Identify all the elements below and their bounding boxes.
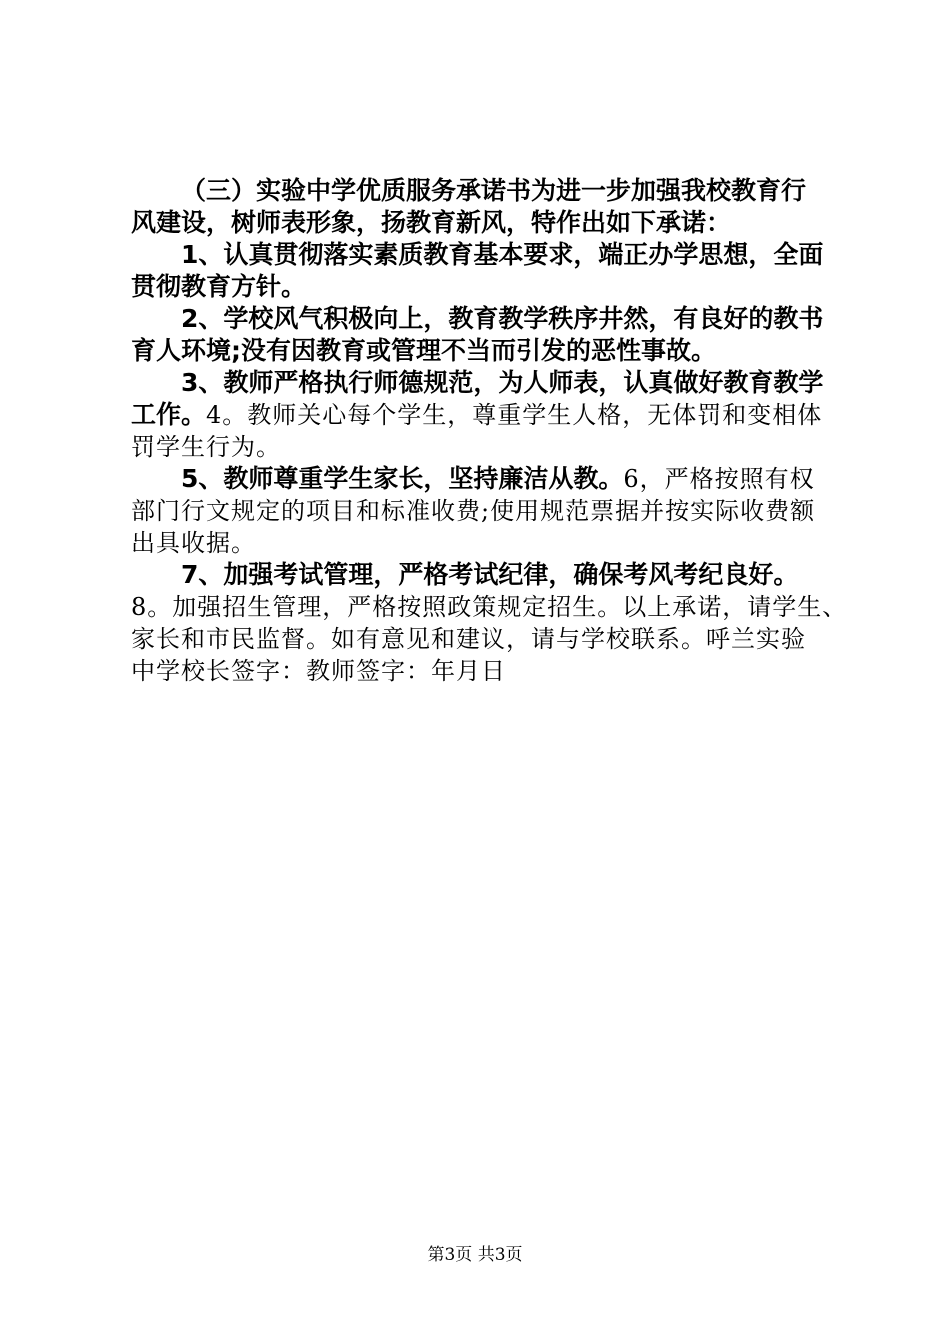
paragraph-line: 3、教师严格执行师德规范，为人师表，认真做好教育教学 <box>181 368 824 397</box>
line-segment: 工作。 <box>131 400 207 429</box>
page-number-footer: 第3页 共3页 <box>427 1245 523 1265</box>
line-segment: 6，严格按照有权 <box>623 465 815 493</box>
line-segment: 4。教师关心每个学生，尊重学生人格，无体罚和变相体 <box>206 401 823 429</box>
paragraph-line: 部门行文规定的项目和标准收费;使用规范票据并按实际收费额 <box>131 497 816 525</box>
paragraph-line: 中学校长签字：教师签字：年月日 <box>131 657 506 685</box>
document-body <box>131 175 851 687</box>
paragraph-line <box>131 463 851 495</box>
paragraph-line: 罚学生行为。 <box>131 433 281 461</box>
paragraph-line: 出具收据。 <box>131 529 256 557</box>
paragraph-line <box>131 399 851 431</box>
paragraph-line: 7、加强考试管理，严格考试纪律，确保考风考纪良好。 <box>181 560 799 589</box>
paragraph-line: 2、学校风气积极向上，教育教学秩序井然，有良好的教书 <box>181 304 824 333</box>
paragraph-line: 育人环境;没有因教育或管理不当而引发的恶性事故。 <box>131 336 716 365</box>
paragraph-line: 风建设，树师表形象，扬教育新风，特作出如下承诺： <box>131 208 732 237</box>
paragraph-line: 1、认真贯彻落实素质教育基本要求，端正办学思想，全面 <box>181 240 824 269</box>
line-segment: 5、教师尊重学生家长，坚持廉洁从教。 <box>181 464 624 493</box>
paragraph-line: 家长和市民监督。如有意见和建议，请与学校联系。呼兰实验 <box>131 625 806 653</box>
paragraph-line: （三）实验中学优质服务承诺书为进一步加强我校教育行 <box>181 176 807 205</box>
paragraph-line: 8。加强招生管理，严格按照政策规定招生。以上承诺，请学生、 <box>131 593 848 621</box>
paragraph-line: 贯彻教育方针。 <box>131 272 307 301</box>
